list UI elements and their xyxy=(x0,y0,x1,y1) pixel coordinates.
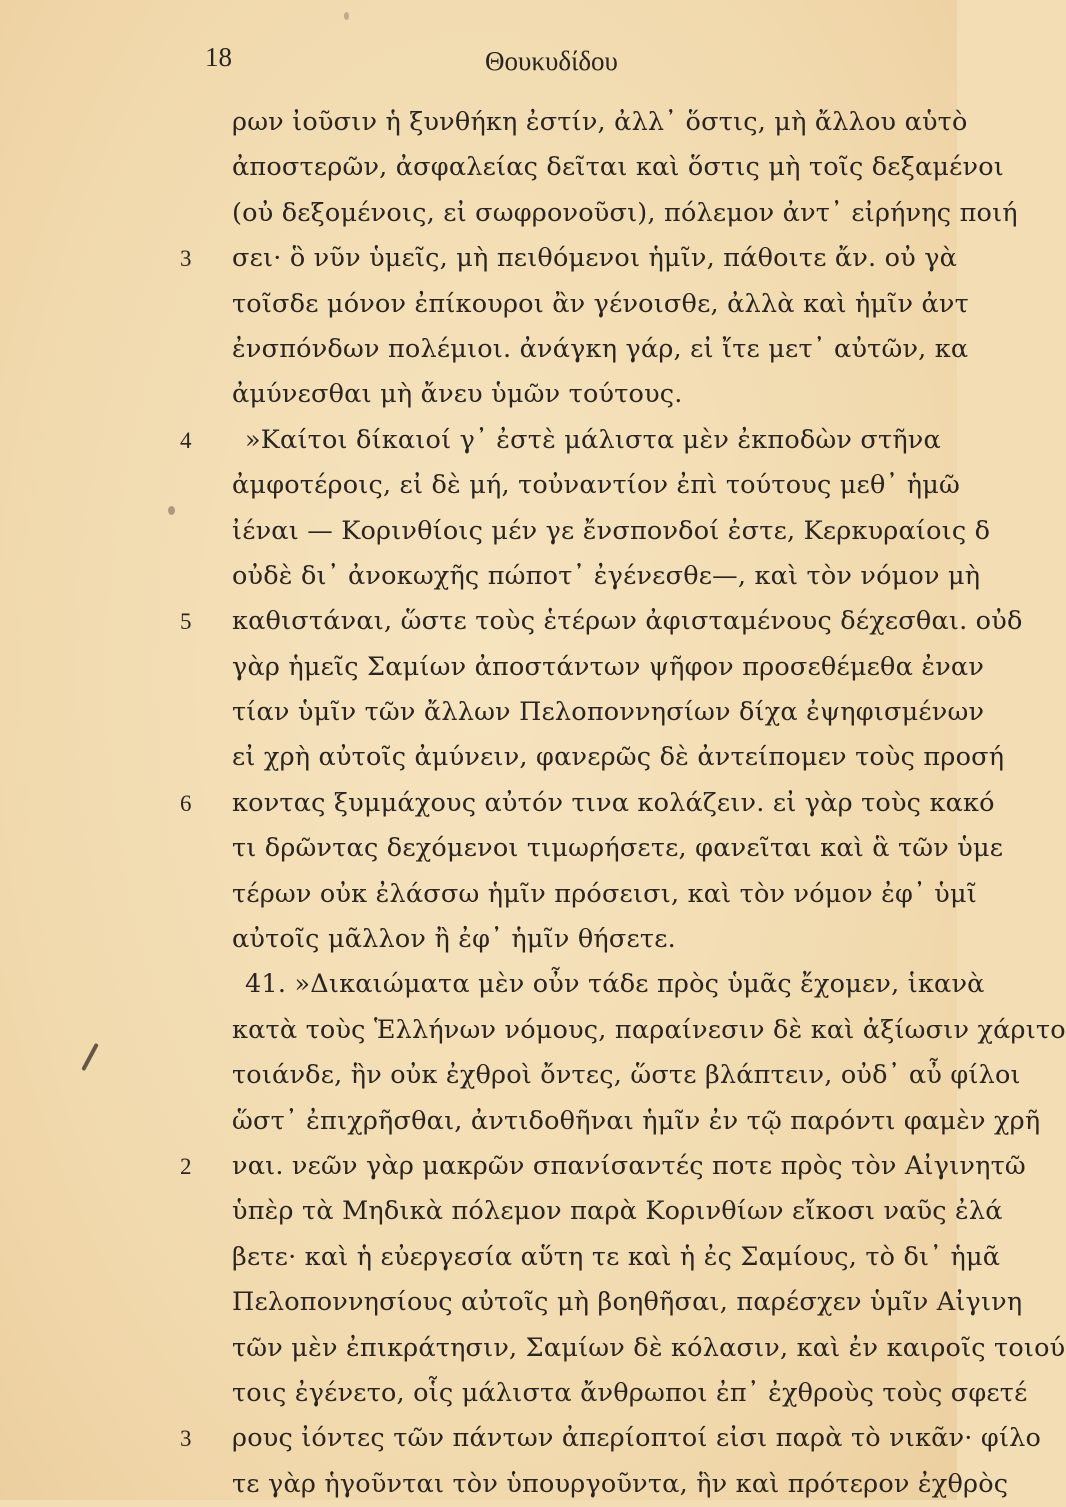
text-line xyxy=(0,191,1018,236)
line-text: κατὰ τοὺς Ἑλλήνων νόμους, παραίνεσιν δὲ καὶ ἀξίωσιν χάριτο xyxy=(232,1014,1066,1045)
line-text: τε γὰρ ἡγοῦνται τὸν ὑπουργοῦντα, ἣν καὶ πρότερον ἐχθρὸς xyxy=(232,1468,1009,1499)
section-number: 4 xyxy=(180,427,192,453)
text-line xyxy=(0,735,1005,780)
running-title: Θουκυδίδου xyxy=(485,46,618,76)
text-line xyxy=(0,645,985,690)
text-line xyxy=(0,1053,1021,1098)
page-header xyxy=(0,42,957,82)
line-text: τέρων οὐκ ἐλάσσω ἡμῖν πρόσεισι, καὶ τὸν νόμον ἐφ᾽ ὑμῖ xyxy=(232,878,977,909)
line-text: 41. »Δικαιώματα μὲν οὖν τάδε πρὸς ὑμᾶς ἔχομεν, ἱκανὰ xyxy=(245,969,985,1000)
ink-spot xyxy=(344,12,349,20)
line-text: τοις ἐγένετο, οἷς μάλιστα ἄνθρωποι ἐπ᾽ ἐχθροὺς τοὺς σφετέ xyxy=(232,1377,1028,1408)
text-line xyxy=(0,1099,1041,1144)
line-text: ρων ἰοῦσιν ἡ ξυνθήκη ἐστίν, ἀλλ᾽ ὅστις, μὴ ἄλλου αὑτὸ xyxy=(232,107,968,137)
text-line xyxy=(0,282,969,327)
line-text: βετε· καὶ ἡ εὐεργεσία αὕτη τε καὶ ἡ ἐς Σαμίους, τὸ δι᾽ ἡμᾶ xyxy=(232,1241,1001,1272)
line-text: οὐδὲ δι᾽ ἀνοκωχῆς πώποτ᾽ ἐγένεσθε—, καὶ τὸν νόμον μὴ xyxy=(232,560,981,591)
text-line xyxy=(0,554,981,599)
line-text: σει· ὃ νῦν ὑμεῖς, μὴ πειθόμενοι ἡμῖν, πάθοιτε ἄν. οὐ γὰ xyxy=(232,243,958,274)
text-line xyxy=(0,509,991,554)
line-text: τῶν μὲν ἐπικράτησιν, Σαμίων δὲ κόλασιν, καὶ ἐν καιροῖς τοιού xyxy=(232,1332,1066,1363)
line-text: τι δρῶντας δεχόμενοι τιμωρήσετε, φανεῖται καὶ ἃ τῶν ὑμε xyxy=(232,833,1004,864)
page-number: 18 xyxy=(205,42,232,72)
section-number: 3 xyxy=(180,1426,192,1452)
text-line xyxy=(0,781,995,826)
line-text: ὑπὲρ τὰ Μηδικὰ πόλεμον παρὰ Κορινθίων εἴκοσι ναῦς ἐλά xyxy=(232,1196,1003,1227)
section-number: 5 xyxy=(180,609,192,635)
line-text: τίαν ὑμῖν τῶν ἄλλων Πελοποννησίων δίχα ἐψηφισμένων xyxy=(232,697,985,728)
section-number: 3 xyxy=(180,246,192,272)
line-text: Πελοποννησίους αὐτοῖς μὴ βοηθῆσαι, παρέσχεν ὑμῖν Αἰγινη xyxy=(232,1287,1023,1318)
line-text: εἰ χρὴ αὐτοῖς ἀμύνειν, φανερῶς δὲ ἀντείπομεν τοὺς προσή xyxy=(232,742,1005,773)
text-line xyxy=(0,327,969,372)
section-number: 6 xyxy=(180,790,192,816)
line-text: ἀποστερῶν, ἀσφαλείας δεῖται καὶ ὅστις μὴ τοῖς δεξαμένοι xyxy=(232,152,1005,183)
text-line xyxy=(0,1416,1042,1461)
text-line xyxy=(0,100,968,145)
text-line xyxy=(0,1008,1066,1053)
line-text: ρους ἰόντες τῶν πάντων ἀπερίοπτοί εἰσι παρὰ τὸ νικᾶν· φίλο xyxy=(232,1423,1042,1454)
text-line xyxy=(0,1462,1009,1507)
line-text: ἰέναι — Κορινθίοις μέν γε ἔνσπονδοί ἐστε, Κερκυραίοις δ xyxy=(232,515,991,546)
greek-text-block xyxy=(0,100,1066,1507)
text-line xyxy=(0,1371,1028,1416)
text-line xyxy=(0,463,961,508)
text-line xyxy=(0,1144,1026,1189)
line-text: ἐνσπόνδων πολέμιοι. ἀνάγκη γάρ, εἰ ἴτε μετ᾽ αὐτῶν, κα xyxy=(232,333,969,364)
line-text: ὥστ᾽ ἐπιχρῆσθαι, ἀντιδοθῆναι ἡμῖν ἐν τῷ παρόντι φαμὲν χρῆ xyxy=(232,1105,1041,1136)
line-text: ναι. νεῶν γὰρ μακρῶν σπανίσαντές ποτε πρὸς τὸν Αἰγινητῶ xyxy=(232,1150,1026,1181)
line-text: τοιάνδε, ἣν οὐκ ἐχθροὶ ὄντες, ὥστε βλάπτειν, οὐδ᾽ αὖ φίλοι xyxy=(232,1060,1021,1091)
text-line xyxy=(0,1280,1023,1325)
text-line xyxy=(0,962,985,1007)
text-line xyxy=(0,1326,1066,1371)
line-text: κοντας ξυμμάχους αὐτόν τινα κολάζειν. εἰ γὰρ τοὺς κακό xyxy=(232,787,995,818)
line-text: αὐτοῖς μᾶλλον ἢ ἐφ᾽ ἡμῖν θήσετε. xyxy=(232,924,676,955)
text-line xyxy=(0,917,957,962)
text-line xyxy=(0,872,977,917)
text-line xyxy=(0,418,957,463)
line-text: καθιστάναι, ὥστε τοὺς ἑτέρων ἀφισταμένους δέχεσθαι. οὐδ xyxy=(232,606,1023,637)
line-text: ἀμύνεσθαι μὴ ἄνευ ὑμῶν τούτους. xyxy=(232,379,683,410)
text-line xyxy=(0,1235,1001,1280)
text-line xyxy=(0,145,1005,190)
line-text: (οὐ δεξομένοις, εἰ σωφρονοῦσι), πόλεμον ἀντ᾽ εἰρήνης ποιή xyxy=(232,197,1018,228)
text-line xyxy=(0,690,985,735)
ink-spot xyxy=(168,506,175,515)
text-line xyxy=(0,372,957,417)
line-text: τοῖσδε μόνον ἐπίκουροι ἂν γένοισθε, ἀλλὰ καὶ ἡμῖν ἀντ xyxy=(232,288,969,319)
line-text: »Καίτοι δίκαιοί γ᾽ ἐστὲ μάλιστα μὲν ἐκποδὼν στῆνα xyxy=(245,424,941,455)
line-text: ἀμφοτέροις, εἰ δὲ μή, τοὐναντίον ἐπὶ τούτους μεθ᾽ ἡμῶ xyxy=(232,470,961,501)
text-line xyxy=(0,236,957,281)
section-number: 2 xyxy=(180,1153,192,1179)
text-line xyxy=(0,599,1023,644)
text-line xyxy=(0,826,1004,871)
line-text: γὰρ ἡμεῖς Σαμίων ἀποστάντων ψῆφον προσεθέμεθα ἐναν xyxy=(232,651,985,682)
text-line xyxy=(0,1189,1003,1234)
